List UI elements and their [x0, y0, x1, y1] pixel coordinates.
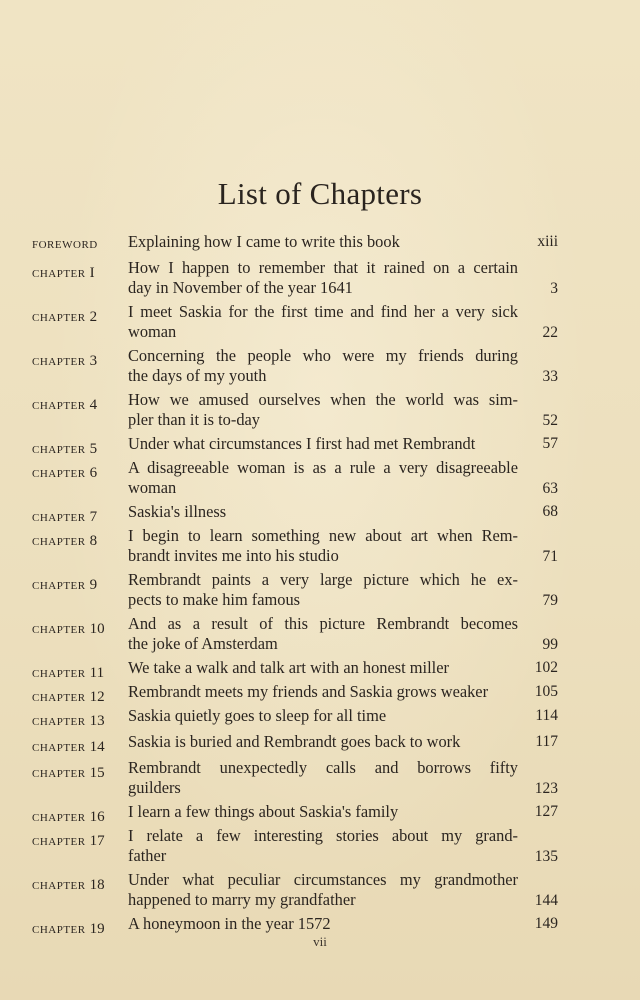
entry-label-text: CHAPTER	[32, 668, 86, 680]
entry-description	[128, 614, 518, 654]
description-line: woman	[128, 322, 177, 341]
chapter-number: 15	[89, 765, 105, 781]
toc-entry-chapter	[32, 458, 560, 498]
entry-label-text: CHAPTER	[32, 624, 86, 636]
entry-description	[128, 302, 518, 342]
description-line: pects to make him famous	[128, 590, 301, 609]
chapter-number: 6	[89, 465, 98, 481]
description-line: woman	[128, 478, 177, 497]
entry-label	[32, 713, 124, 730]
entry-description	[128, 914, 518, 934]
chapter-number: 8	[89, 533, 98, 549]
description-line: Saskia's illness	[128, 502, 227, 521]
entry-page-number: 123	[534, 780, 558, 797]
description-line: the days of my youth	[128, 366, 267, 385]
entry-label-text: CHAPTER	[32, 836, 86, 848]
entry-page-number: 149	[534, 915, 558, 932]
toc-entry-chapter	[32, 390, 560, 430]
description-line: And as a result of this picture Rembrandt becomes	[128, 614, 518, 633]
description-line: A honeymoon in the year 1572	[128, 914, 331, 933]
description-line: father	[128, 846, 167, 865]
entry-page-number: 22	[542, 324, 558, 341]
entry-label	[32, 809, 124, 826]
description-line: How I happen to remember that it rained on a certain	[128, 258, 518, 277]
entry-label-text: CHAPTER	[32, 768, 86, 780]
description-line: Explaining how I came to write this book	[128, 232, 400, 251]
entry-description	[128, 658, 518, 678]
entry-label	[32, 309, 124, 326]
entry-label	[32, 509, 124, 526]
entry-label	[32, 265, 124, 282]
entry-label	[32, 833, 124, 850]
entry-label	[32, 441, 124, 458]
entry-label-text: CHAPTER	[32, 312, 86, 324]
description-line: Rembrandt meets my friends and Saskia grows weaker	[128, 682, 489, 701]
entry-description	[128, 802, 518, 822]
entry-description	[128, 706, 518, 726]
entry-label	[32, 577, 124, 594]
entry-page-number: 135	[534, 848, 558, 865]
description-line: day in November of the year 1641	[128, 278, 353, 297]
entry-description	[128, 346, 518, 386]
entry-label-text: CHAPTER	[32, 880, 86, 892]
entry-page-number: 114	[535, 707, 558, 724]
entry-label	[32, 353, 124, 370]
description-line: We take a walk and talk art with an honest miller	[128, 658, 449, 677]
chapter-number: 3	[89, 353, 98, 369]
entry-label-text: FOREWORD	[32, 239, 98, 251]
entry-label	[32, 533, 124, 550]
entry-page-number: 68	[542, 503, 558, 520]
description-line: I begin to learn something new about art when Rem-	[128, 526, 518, 545]
toc-entry-chapter	[32, 614, 560, 654]
description-line: How we amused ourselves when the world was sim-	[128, 390, 518, 409]
description-line: I meet Saskia for the first time and find her a very sick	[128, 302, 518, 321]
entry-page-number: 63	[542, 480, 558, 497]
entry-page-number: 57	[542, 435, 558, 452]
entry-label	[32, 397, 124, 414]
entry-label-text: CHAPTER	[32, 468, 86, 480]
entry-label	[32, 877, 124, 894]
entry-label-text: CHAPTER	[32, 268, 86, 280]
entry-label-text: CHAPTER	[32, 512, 86, 524]
entry-page-number: 99	[542, 636, 558, 653]
entry-label-text: CHAPTER	[32, 580, 86, 592]
description-line: Saskia quietly goes to sleep for all time	[128, 706, 387, 725]
page-title: List of Chapters	[217, 176, 423, 211]
entry-page-number: 52	[542, 412, 558, 429]
description-line: Under what peculiar circumstances my grandmother	[128, 870, 518, 889]
description-line: pler than it is to-day	[128, 410, 261, 429]
entry-description	[128, 570, 518, 610]
toc-entry-chapter	[32, 570, 560, 610]
entry-page-number: 71	[542, 548, 558, 565]
toc-entry-chapter	[32, 526, 560, 566]
entry-page-number: 3	[550, 280, 558, 297]
description-line: I relate a few interesting stories about my grand-	[128, 826, 518, 845]
toc-entry-chapter	[32, 826, 560, 866]
toc-entry-chapter	[32, 346, 560, 386]
entry-page-number: xiii	[537, 233, 558, 250]
entry-label-text: CHAPTER	[32, 444, 86, 456]
show-through-text	[300, 62, 305, 79]
description-line: the joke of Amsterdam	[128, 634, 278, 653]
entry-description	[128, 390, 518, 430]
entry-page-number: 144	[534, 892, 558, 909]
entry-label	[32, 689, 124, 706]
description-line: Rembrandt paints a very large picture which he ex-	[128, 570, 518, 589]
toc-entry-chapter	[32, 870, 560, 910]
entry-description	[128, 258, 518, 298]
chapter-number: 17	[89, 833, 105, 849]
entry-label-text: CHAPTER	[32, 536, 86, 548]
entry-description	[128, 526, 518, 566]
entry-label-text: CHAPTER	[32, 356, 86, 368]
entry-description	[128, 732, 518, 752]
entry-label	[32, 765, 124, 782]
chapter-number: 18	[89, 877, 105, 893]
chapter-number: I	[89, 265, 95, 281]
entry-description	[128, 458, 518, 498]
description-line: A disagreeable woman is as a rule a very disagreeable	[128, 458, 518, 477]
description-line: guilders	[128, 778, 181, 797]
entry-label-text: CHAPTER	[32, 400, 86, 412]
chapter-number: 9	[89, 577, 98, 593]
entry-label-text: CHAPTER	[32, 716, 86, 728]
description-line: Saskia is buried and Rembrandt goes back to work	[128, 732, 461, 751]
entry-page-number: 79	[542, 592, 558, 609]
entry-page-number: 33	[542, 368, 558, 385]
entry-page-number: 127	[534, 803, 558, 820]
entry-label-text: CHAPTER	[32, 924, 86, 936]
chapter-number: 4	[89, 397, 98, 413]
entry-label-text: CHAPTER	[32, 692, 86, 704]
entry-label	[32, 621, 124, 638]
entry-description	[128, 434, 518, 454]
chapter-number: 11	[89, 665, 105, 681]
entry-description	[128, 232, 518, 252]
chapter-number: 16	[89, 809, 105, 825]
chapter-number: 2	[89, 309, 98, 325]
toc-entry-chapter	[32, 258, 560, 298]
entry-label-text: CHAPTER	[32, 812, 86, 824]
toc-entry-chapter	[32, 302, 560, 342]
entry-description	[128, 826, 518, 866]
entry-page-number: 105	[534, 683, 558, 700]
toc-entry-chapter	[32, 758, 560, 798]
description-line: brandt invites me into his studio	[128, 546, 339, 565]
description-line: happened to marry my grandfather	[128, 890, 356, 909]
entry-label	[32, 665, 124, 682]
chapter-number: 7	[89, 509, 98, 525]
page-folio: vii	[313, 934, 327, 949]
entry-description	[128, 758, 518, 798]
entry-description	[128, 502, 518, 522]
chapter-number: 13	[89, 713, 105, 729]
entry-page-number: 117	[535, 733, 558, 750]
chapter-number: 12	[89, 689, 105, 705]
entry-description	[128, 682, 518, 702]
entry-description	[128, 870, 518, 910]
entry-label	[32, 239, 124, 251]
chapter-number: 19	[89, 921, 105, 937]
chapter-number: 10	[89, 621, 105, 637]
chapter-number: 5	[89, 441, 98, 457]
description-line: Under what circumstances I first had met Rembrandt	[128, 434, 476, 453]
entry-label	[32, 739, 124, 756]
chapter-number: 14	[89, 739, 105, 755]
description-line: Rembrandt unexpectedly calls and borrows fifty	[128, 758, 518, 777]
description-line: I learn a few things about Saskia's family	[128, 802, 399, 821]
entry-page-number: 102	[534, 659, 558, 676]
entry-label	[32, 465, 124, 482]
description-line: Concerning the people who were my friends during	[128, 346, 518, 365]
entry-label-text: CHAPTER	[32, 742, 86, 754]
